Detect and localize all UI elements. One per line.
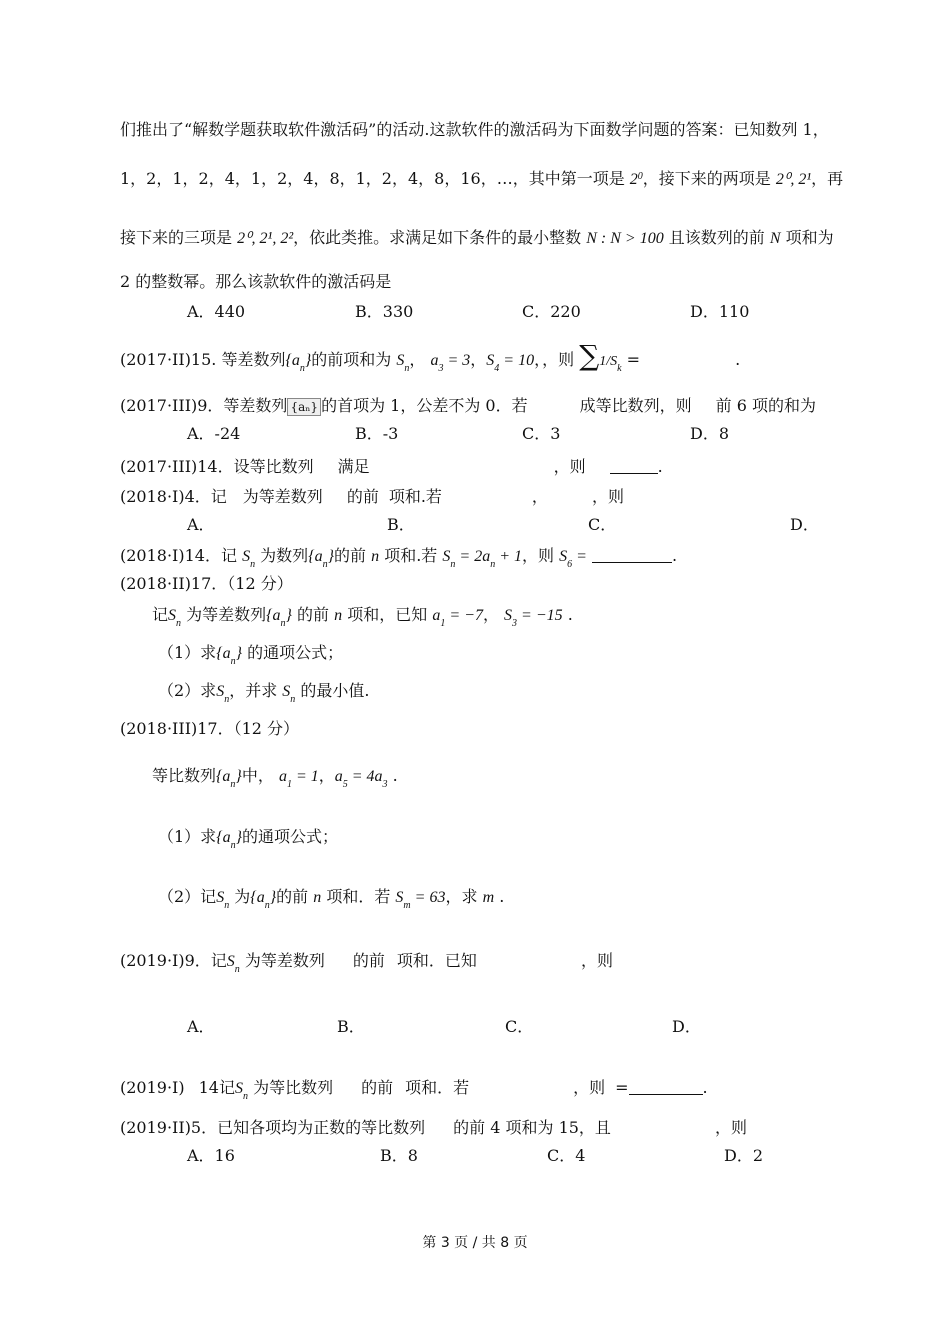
q5-option-a: A． (187, 515, 215, 534)
question-2018-ii-17-stem: 记$S_n$ 为等差数列$\{a_n\}$ 的前 n 项和，已知 $a_1 = -7$， $S_3 = -15$ . (152, 605, 573, 629)
q11-option-c: C．4 (547, 1146, 586, 1165)
intro-line-2: 1，2，1，2，4，1，2，4，8，1，2，4，8，16，…，其中第一项是 $2^0$，接下来的两项是 2⁰, 2¹，再 (120, 169, 844, 188)
q5-option-b: B． (387, 515, 415, 534)
question-2018-ii-17-title: (2018·II)17．（12 分） (120, 574, 293, 593)
q1-option-c: C．220 (522, 302, 581, 321)
intro-line-3: 接下来的三项是 2⁰, 2¹, 2²，依此类推。求满足如下条件的最小整数 N : N > 100 且该数列的前 N 项和为 (120, 228, 834, 247)
q1-option-d: D．110 (690, 302, 750, 321)
question-2017-ii-15: (2017·II)15. 等差数列$\{a_n\}$的前项和为 $S_n$， $a_3 = 3$，$S_4 = 10$，，则 $\sum 1/S_k$ = . (120, 339, 741, 374)
q1-option-b: B．330 (355, 302, 414, 321)
q3-option-d: D．8 (690, 424, 730, 443)
q3-option-a: A．-24 (187, 424, 241, 443)
q9-option-c: C． (505, 1017, 534, 1036)
q5-option-c: C． (588, 515, 617, 534)
q3-option-b: B．-3 (355, 424, 399, 443)
question-2019-i-14: (2019·I) 14记$S_n$ 为等比数列 的前 项和．若 ，则 = . (120, 1078, 708, 1102)
question-2017-iii-14: (2017·III)14．设等比数列 满足 ，则 . (120, 457, 663, 476)
question-2018-i-14: (2018·I)14．记 $S_n$ 为数列$\{a_n\}$的前 n 项和.若 $S_n = 2a_n + 1$，则 $S_6$ = . (120, 546, 678, 570)
question-2017-iii-9: (2017·III)9．等差数列 {aₙ} 的首项为 1，公差不为 0．若 成等比数列，则 前 6 项的和为 (120, 396, 816, 415)
question-2018-iii-17-part-2: （2）记$S_n$ 为$\{a_n\}$的前 n 项和．若 $S_m = 63$，求 m . (158, 887, 505, 911)
q1-option-a: A．440 (187, 302, 246, 321)
sequence-symbol-image: {aₙ} (287, 398, 321, 416)
q11-option-d: D．2 (724, 1146, 764, 1165)
question-2018-iii-17-stem: 等比数列$\{a_n\}$中， $a_1 = 1$，$a_5 = 4a_3$ . (152, 766, 398, 790)
q9-option-b: B． (337, 1017, 365, 1036)
math-n-condition: N : N > 100 (586, 230, 664, 247)
q5-option-d: D． (790, 515, 819, 534)
question-2019-i-9: (2019·I)9．记$S_n$ 为等差数列 的前 项和．已知 ，则 (120, 951, 613, 975)
question-2018-iii-17-part-1: （1）求$\{a_n\}$的通项公式； (158, 827, 339, 851)
question-2018-i-4: (2018·I)4．记 为等差数列 的前 项和.若 ， ，则 (120, 487, 624, 506)
math-two-terms: 2⁰, 2¹ (775, 171, 812, 188)
math-three-terms: 2⁰, 2¹, 2² (237, 230, 294, 247)
q11-option-a: A．16 (187, 1146, 235, 1165)
question-2018-ii-17-part-2: （2）求$S_n$，并求 $S_n$ 的最小值. (158, 681, 370, 705)
math-first-term: $2^0$ (629, 171, 643, 188)
q3-option-c: C．3 (522, 424, 561, 443)
q9-option-a: A． (187, 1017, 215, 1036)
question-2018-ii-17-part-1: （1）求$\{a_n\}$ 的通项公式； (158, 643, 344, 667)
page-footer: 第 3 页 / 共 8 页 (422, 1235, 528, 1251)
intro-line-4: 2 的整数幂。那么该款软件的激活码是 (120, 272, 392, 291)
question-2019-ii-5: (2019·II)5．已知各项均为正数的等比数列 的前 4 项和为 15，且 ，则 (120, 1118, 747, 1137)
q9-option-d: D． (672, 1017, 701, 1036)
question-2018-iii-17-title: (2018·III)17．（12 分） (120, 719, 300, 738)
intro-line-1: 们推出了“解数学题获取软件激活码”的活动.这款软件的激活码为下面数学问题的答案：已知数列 1， (120, 120, 829, 139)
q11-option-b: B．8 (380, 1146, 418, 1165)
